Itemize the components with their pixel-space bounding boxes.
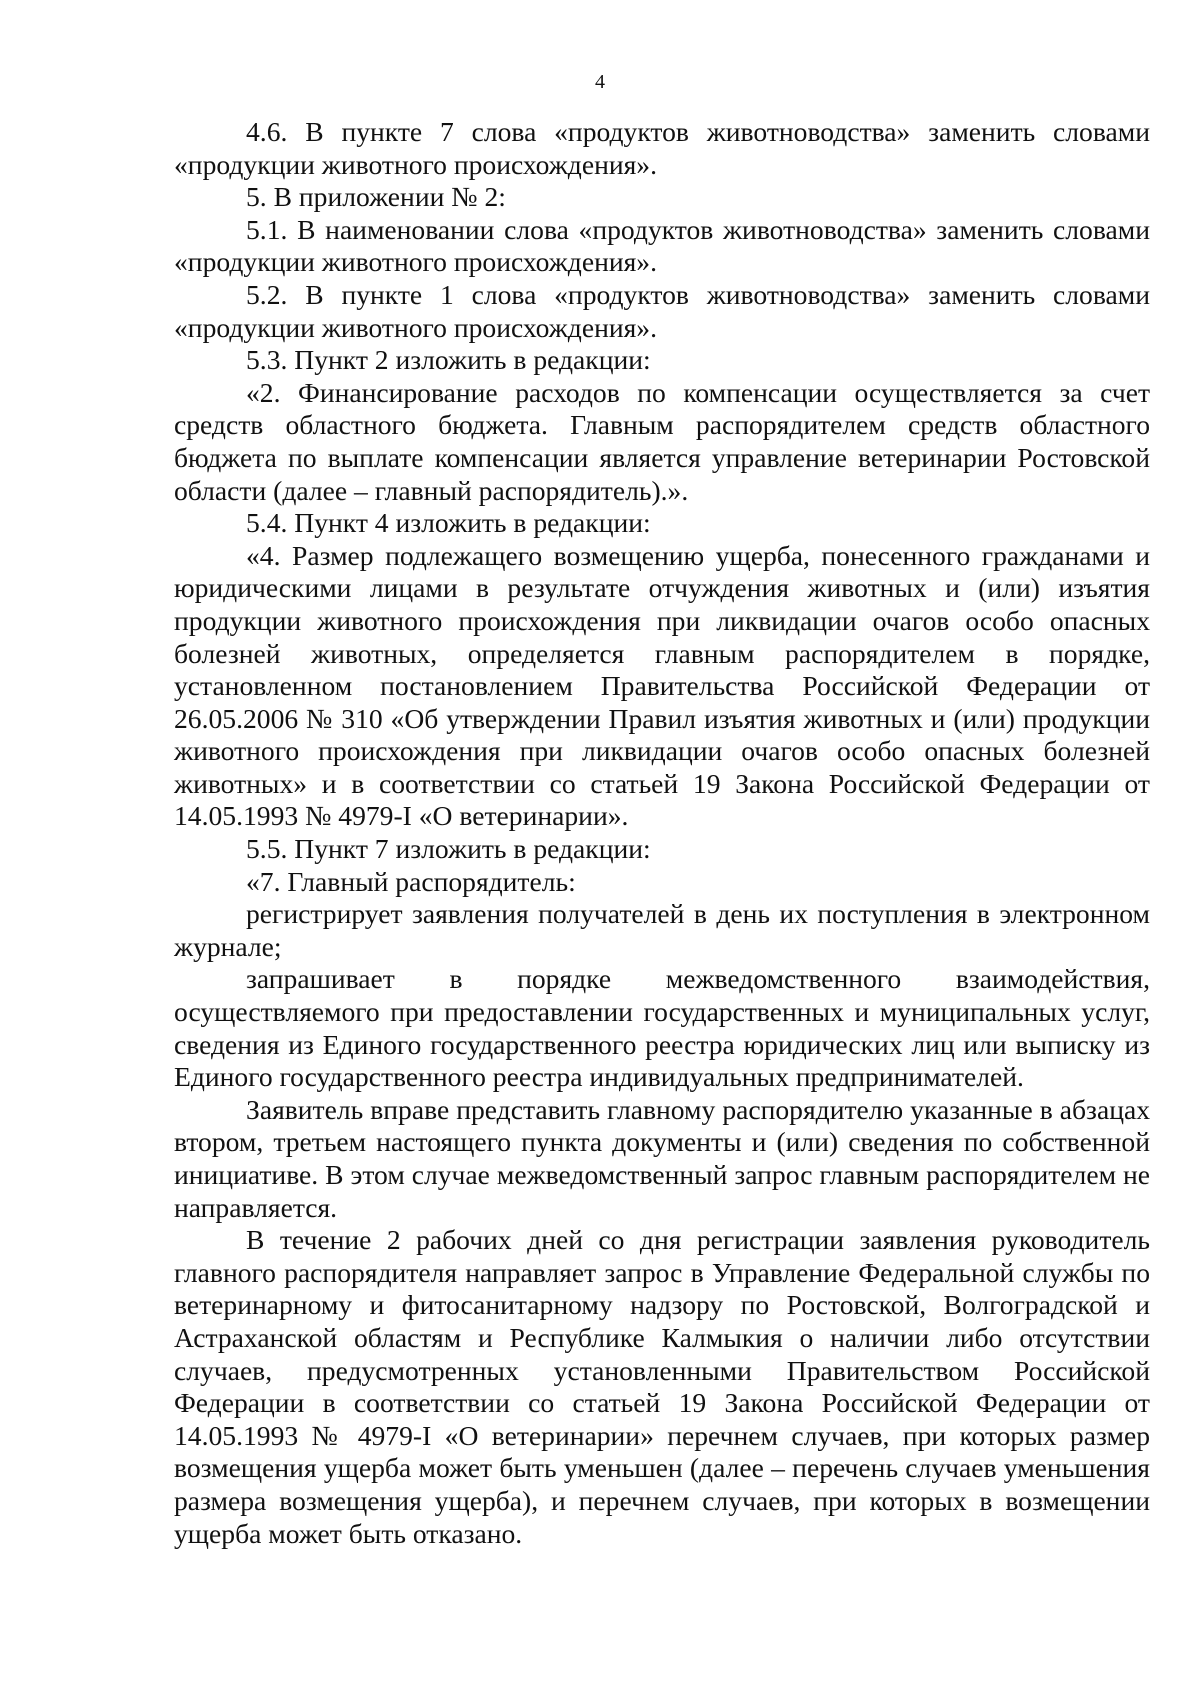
paragraph-5-1: 5.1. В наименовании слова «продуктов животноводства» заменить словами «продукции животного происхождения». <box>174 213 1150 278</box>
paragraph-point-7-heading: «7. Главный распорядитель: <box>246 865 576 897</box>
document-body <box>174 116 1150 1550</box>
paragraph-requests: запрашивает в порядке межведомственного взаимодействия, осуществляемого при предоставлении государственных и муниципальных услуг, сведения из Единого государственного реестра юридических лиц или выписку из Единого государственного реестра индивидуальных предпринимателей. <box>174 963 1150 1093</box>
paragraph-5-2: 5.2. В пункте 1 слова «продуктов животноводства» заменить словами «продукции животного происхождения». <box>174 278 1150 343</box>
paragraph-point-4-text: «4. Размер подлежащего возмещению ущерба, понесенного гражданами и юридическими лицами в результате отчуждения животных и (или) изъятия продукции животного происхождения при ликвидации очагов особо опасных болезней животных, определяется главным распорядителем в порядке, установленном постановлением Правительства Российской Федерации от 26.05.2006 № 310 «Об утверждении Правил изъятия животных и (или) продукции животного происхождения при ликвидации очагов особо опасных болезней животных» и в соответствии со статьей 19 Закона Российской Федерации от 14.05.1993 № 4979-I «О ветеринарии». <box>174 539 1150 832</box>
paragraph-5-5: 5.5. Пункт 7 изложить в редакции: <box>246 833 651 865</box>
paragraph-4-6: 4.6. В пункте 7 слова «продуктов животноводства» заменить словами «продукции животного происхождения». <box>174 116 1150 180</box>
paragraph-5-3: 5.3. Пункт 2 изложить в редакции: <box>246 344 651 376</box>
paragraph-within-2-days: В течение 2 рабочих дней со дня регистрации заявления руководитель главного распорядителя направляет запрос в Управление Федеральной службы по ветеринарному и фитосанитарному надзору по Ростовской, Волгоградской и Астраханской областям и Республике Калмыкия о наличии либо отсутствии случаев, предусмотренных установленными Правительством Российской Федерации в соответствии со статьей 19 Закона Российской Федерации от 14.05.1993 № 4979-I «О ветеринарии» перечнем случаев, при которых размер возмещения ущерба может быть уменьшен (далее – перечень случаев уменьшения размера возмещения ущерба), и перечнем случаев, при которых в возмещении ущерба может быть отказано. <box>174 1224 1150 1549</box>
paragraph-5-4: 5.4. Пункт 4 изложить в редакции: <box>246 507 651 539</box>
paragraph-point-2-text: «2. Финансирование расходов по компенсации осуществляется за счет средств областного бюджета. Главным распорядителем средств областного бюджета по выплате компенсации является управление ветеринарии Ростовской области (далее – главный распорядитель).». <box>174 376 1150 506</box>
page-number: 4 <box>595 71 605 93</box>
paragraph-applicant: Заявитель вправе представить главному распорядителю указанные в абзацах втором, третьем настоящего пункта документы и (или) сведения по собственной инициативе. В этом случае межведомственный запрос главным распорядителем не направляется. <box>174 1093 1150 1223</box>
paragraph-5: 5. В приложении № 2: <box>246 181 506 213</box>
paragraph-registers: регистрирует заявления получателей в день их поступления в электронном журнале; <box>174 898 1150 962</box>
